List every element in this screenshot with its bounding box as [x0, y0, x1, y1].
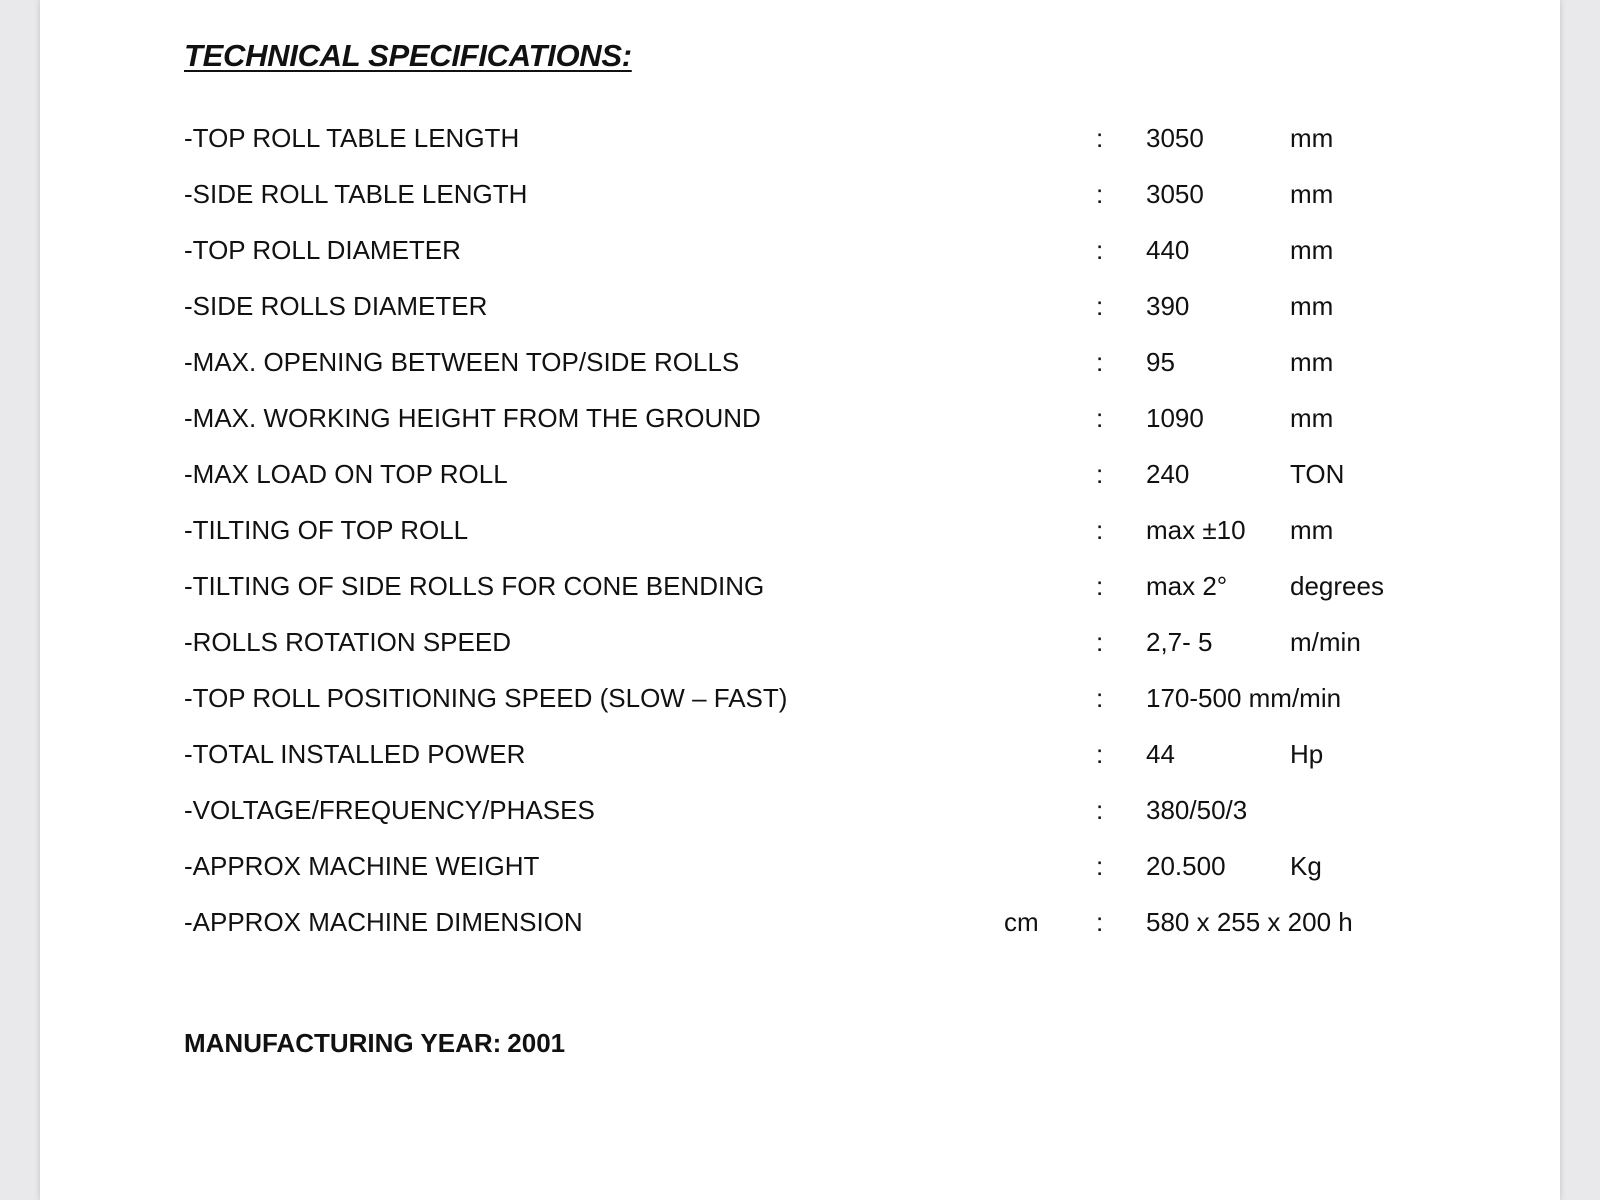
spec-label: -ROLLS ROTATION SPEED [184, 627, 511, 657]
spec-colon: : [1096, 179, 1104, 209]
spec-unit: mm [1290, 515, 1334, 545]
spec-row [184, 614, 1484, 670]
spec-colon: : [1096, 347, 1104, 377]
spec-colon: : [1096, 515, 1104, 545]
document-page [40, 0, 1560, 1200]
spec-unit: mm [1290, 235, 1334, 265]
spec-value: 390 [1146, 291, 1190, 321]
spec-row [184, 782, 1484, 838]
spec-value: 380/50/3 [1146, 795, 1248, 825]
spec-unit: mm [1290, 179, 1334, 209]
spec-value: 3050 [1146, 123, 1204, 153]
spec-value: 20.500 [1146, 851, 1226, 881]
spec-label: -TILTING OF SIDE ROLLS FOR CONE BENDING [184, 571, 765, 601]
spec-row [184, 670, 1484, 726]
spec-label: -TOTAL INSTALLED POWER [184, 739, 526, 769]
spec-colon: : [1096, 459, 1104, 489]
spec-unit: degrees [1290, 571, 1384, 601]
spec-value: max ±10 [1146, 515, 1246, 545]
spec-label: -APPROX MACHINE WEIGHT [184, 851, 540, 881]
spec-row [184, 334, 1484, 390]
spec-row [184, 726, 1484, 782]
spec-colon: : [1096, 627, 1104, 657]
spec-row [184, 390, 1484, 446]
spec-unit: mm [1290, 291, 1334, 321]
spec-value: 440 [1146, 235, 1190, 265]
spec-unit: m/min [1290, 627, 1361, 657]
spec-colon: : [1096, 291, 1104, 321]
spec-label: -SIDE ROLLS DIAMETER [184, 291, 488, 321]
spec-value: 170-500 mm/min [1146, 683, 1342, 713]
spec-colon: : [1096, 235, 1104, 265]
spec-colon: : [1096, 739, 1104, 769]
spec-row [184, 558, 1484, 614]
spec-label: -SIDE ROLL TABLE LENGTH [184, 179, 528, 209]
spec-colon: : [1096, 795, 1104, 825]
spec-value: 95 [1146, 347, 1175, 377]
spec-value: 240 [1146, 459, 1190, 489]
spec-colon: : [1096, 851, 1104, 881]
spec-unit: mm [1290, 123, 1334, 153]
page-title: TECHNICAL SPECIFICATIONS: [184, 38, 632, 73]
spec-row [184, 222, 1484, 278]
spec-colon: : [1096, 907, 1104, 937]
spec-unit: mm [1290, 403, 1334, 433]
spec-unit: Hp [1290, 739, 1324, 769]
spec-row [184, 502, 1484, 558]
spec-row [184, 166, 1484, 222]
spec-row [184, 894, 1484, 950]
spec-value: 1090 [1146, 403, 1204, 433]
spec-colon: : [1096, 571, 1104, 601]
spec-value: 44 [1146, 739, 1175, 769]
spec-prefix-unit: cm [1004, 907, 1039, 937]
spec-label: -TOP ROLL DIAMETER [184, 235, 461, 265]
spec-row [184, 446, 1484, 502]
spec-row [184, 838, 1484, 894]
spec-value: max 2° [1146, 571, 1228, 601]
spec-value: 2,7- 5 [1146, 627, 1213, 657]
manufacturing-year-value: 2001 [507, 1028, 566, 1058]
spec-value: 580 x 255 x 200 h [1146, 907, 1353, 937]
spec-label: -APPROX MACHINE DIMENSION [184, 907, 583, 937]
spec-row [184, 110, 1484, 166]
spec-colon: : [1096, 403, 1104, 433]
spec-label: -TOP ROLL TABLE LENGTH [184, 123, 520, 153]
spec-unit: Kg [1290, 851, 1322, 881]
spec-colon: : [1096, 123, 1104, 153]
spec-unit: mm [1290, 347, 1334, 377]
spec-label: -TILTING OF TOP ROLL [184, 515, 469, 545]
spec-list [184, 110, 1484, 950]
spec-label: -MAX. OPENING BETWEEN TOP/SIDE ROLLS [184, 347, 740, 377]
spec-label: -VOLTAGE/FREQUENCY/PHASES [184, 795, 595, 825]
spec-row [184, 278, 1484, 334]
manufacturing-year [184, 1028, 565, 1059]
manufacturing-year-label: MANUFACTURING YEAR: [184, 1028, 502, 1058]
spec-label: -MAX LOAD ON TOP ROLL [184, 459, 508, 489]
spec-colon: : [1096, 683, 1104, 713]
spec-unit: TON [1290, 459, 1345, 489]
spec-label: -MAX. WORKING HEIGHT FROM THE GROUND [184, 403, 761, 433]
spec-label: -TOP ROLL POSITIONING SPEED (SLOW – FAST) [184, 683, 788, 713]
spec-value: 3050 [1146, 179, 1204, 209]
